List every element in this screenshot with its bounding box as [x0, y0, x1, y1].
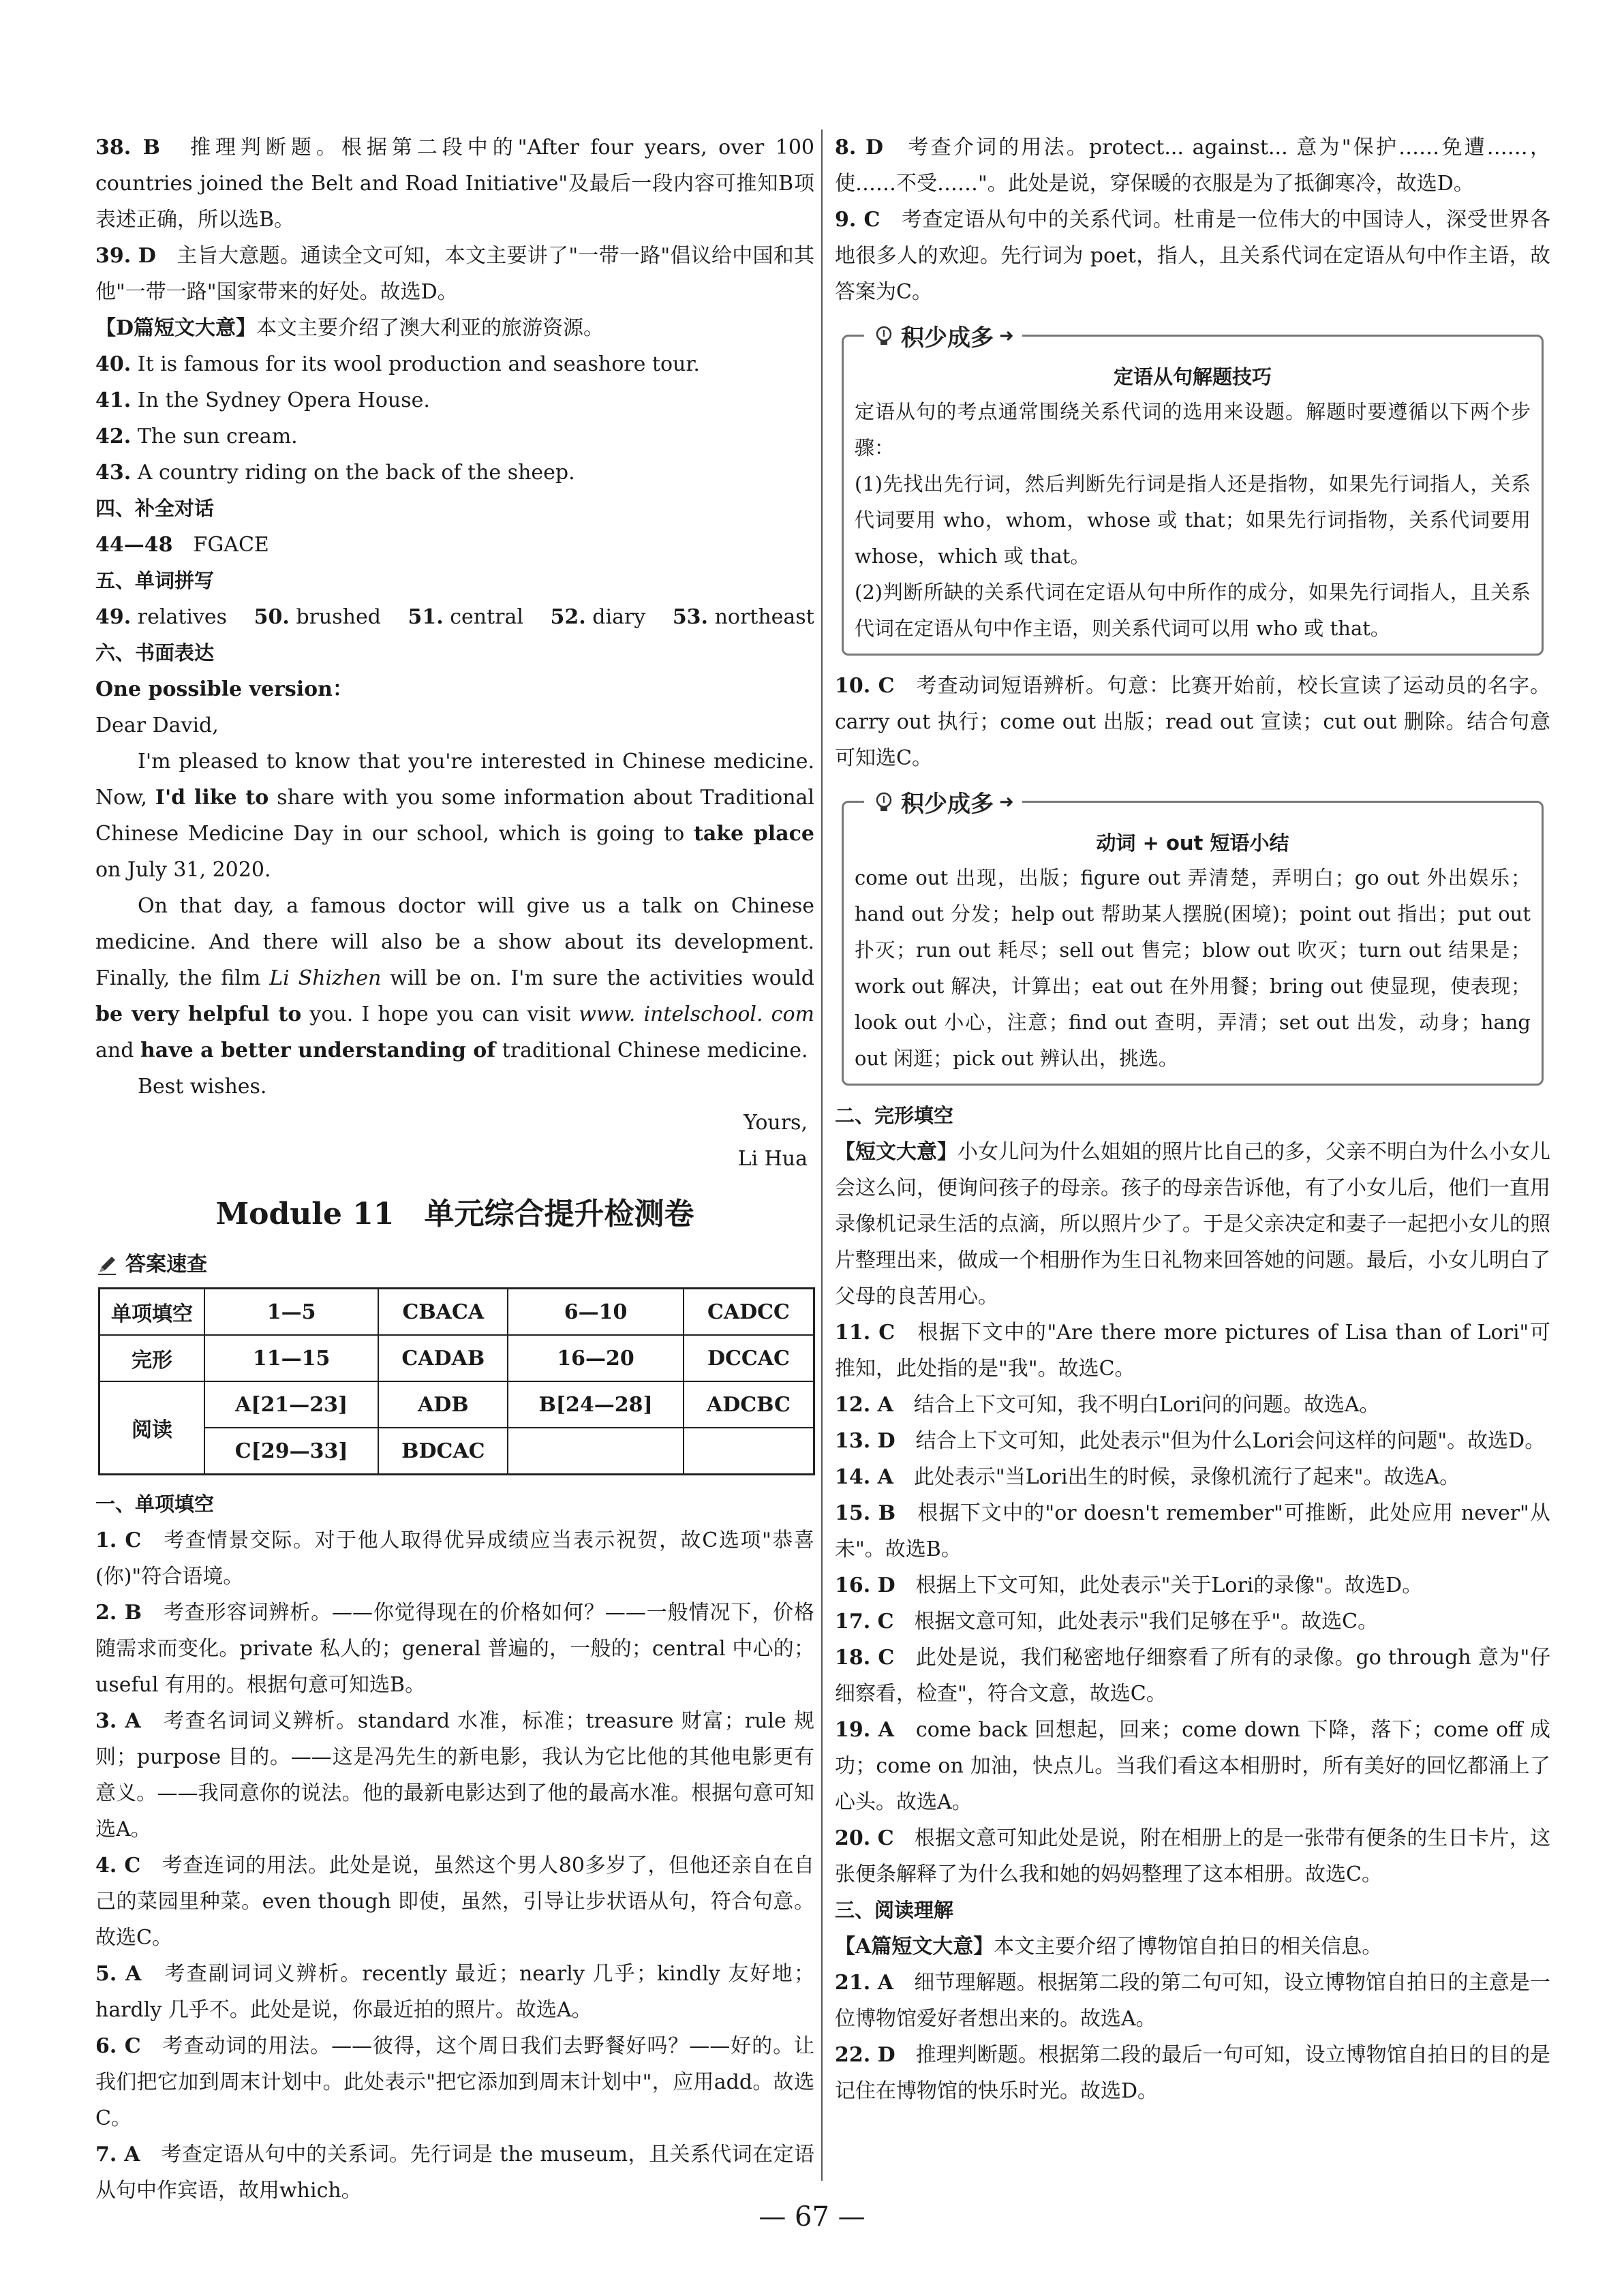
tip-title: 动词 + out 短语小结	[1096, 831, 1289, 855]
answer-41: 41. In the Sydney Opera House.	[95, 388, 430, 412]
answer-11: 11. C 根据下文中的"Are there more pictures of Lisa than of Lori"可推知，此处指的是"我"。故选C。	[835, 1321, 1551, 1381]
lightbulb-icon	[872, 324, 895, 348]
passage-d-summary: 【D篇短文大意】本文主要介绍了澳大利亚的旅游资源。	[95, 316, 604, 340]
answer-19: 19. A come back 回想起，回来；come down 下降，落下；come off 成功；come on 加油，快点儿。当我们看这本相册时，所有美好的回忆都涌上了心头。故选A。	[835, 1718, 1551, 1814]
table-row: 完形 11—15 CADAB 16—20 DCCAC	[99, 1335, 814, 1381]
answer-9: 9. C 考查定语从句中的关系代词。杜甫是一位伟大的中国诗人，深受世界各地很多人的欢迎。先行词为 poet，指人，且关系代词在定语从句中作主语，故答案为C。	[835, 208, 1551, 304]
answer-5: 5. A 考查副词词义辨析。recently 最近；nearly 几乎；kindly 友好地；hardly 几乎不。此处是说，你最近拍的照片。故选A。	[95, 1962, 814, 2022]
tip-paragraph: 定语从句的考点通常围绕关系代词的选用来设题。解题时要遵循以下两个步骤：	[855, 400, 1531, 459]
letter-greeting: Dear David,	[95, 714, 219, 737]
answer-quick-check-heading: 答案速查	[95, 1248, 814, 1282]
page-number: — 67 —	[759, 2201, 865, 2233]
answer-15: 15. B 根据下文中的"or doesn't remember"可推断，此处应用 never"从未"。故选B。	[835, 1501, 1551, 1561]
letter-paragraph-1: I'm pleased to know that you're interested in Chinese medicine. Now, I'd like to share with you some information about Traditional Chinese Medicine Day in our school, which is going to take place on July 31, 2020.	[95, 750, 814, 882]
answer-1: 1. C 考查情景交际。对于他人取得优异成绩应当表示祝贺，故C选项"恭喜(你)"符合语境。	[95, 1529, 814, 1589]
section-heading-single-choice: 一、单项填空	[95, 1492, 215, 1516]
version-label: One possible version：	[95, 677, 353, 701]
passage-a-summary: 【A篇短文大意】本文主要介绍了博物馆自拍日的相关信息。	[835, 1935, 1383, 1959]
answer-43: 43. A country riding on the back of the sheep.	[95, 461, 575, 485]
answer-13: 13. D 结合上下文可知，此处表示"但为什么Lori会问这样的问题"。故选D。	[835, 1429, 1546, 1453]
letter-paragraph-2: On that day, a famous doctor will give us a talk on Chinese medicine. And there will also be a show about its development. Finally, the film Li Shizhen will be on. I'm sure the activities would be very helpful to you. I hope you can visit www. intelschool. com and have a better understanding of traditional Chinese medicine.	[95, 894, 814, 1062]
letter-signature: Li Hua	[737, 1147, 808, 1171]
answer-12: 12. A 结合上下文可知，我不明白Lori问的问题。故选A。	[835, 1393, 1380, 1417]
answer-39: 39. D 主旨大意题。通读全文可知，本文主要讲了"一带一路"倡议给中国和其他"一带一路"国家带来的好处。故选D。	[95, 244, 814, 304]
tip-box-relative-clause	[842, 324, 1544, 656]
tip-box-header: 积少成多 ➜	[864, 319, 1022, 352]
letter-yours: Yours,	[744, 1111, 808, 1135]
answer-10: 10. C 考查动词短语辨析。句意：比赛开始前，校长宣读了运动员的名字。carry out 执行；come out 出版；read out 宣读；cut out 删除。结合句意可知选C。	[835, 674, 1551, 770]
answer-21: 21. A 细节理解题。根据第二段的第二句可知，设立博物馆自拍日的主意是一位博物馆爱好者想出来的。故选A。	[835, 1971, 1551, 2031]
lightbulb-icon	[872, 791, 895, 814]
left-column	[95, 129, 814, 2209]
tip-box-phrasal-verbs	[842, 791, 1544, 1086]
answer-16: 16. D 根据上下文可知，此处表示"关于Lori的录像"。故选D。	[835, 1574, 1423, 1597]
answer-table	[98, 1287, 815, 1475]
table-row: 单项填空 1—5 CBACA 6—10 CADCC	[99, 1289, 814, 1336]
arrow-icon: ➜	[999, 325, 1014, 346]
answer-20: 20. C 根据文意可知此处是说，附在相册上的是一张带有便条的生日卡片，这张便条解释了为什么我和她的妈妈整理了这本相册。故选C。	[835, 1826, 1551, 1886]
answer-42: 42. The sun cream.	[95, 425, 298, 448]
letter-closing: Best wishes.	[138, 1075, 267, 1099]
section-heading-dialogue: 四、补全对话	[95, 497, 215, 520]
cloze-summary: 【短文大意】小女儿问为什么姐姐的照片比自己的多，父亲不明白为什么小女儿会这么问，便询问孩子的母亲。孩子的母亲告诉他，有了小女儿后，他们一直用录像机记录生活的点滴，所以照片少了。于是父亲决定和妻子一起把小女儿的照片整理出来，做成一个相册作为生日礼物来回答她的问题。最后，小女儿明白了父母的良苦用心。	[835, 1140, 1550, 1308]
answer-40: 40. It is famous for its wool production and seashore tour.	[95, 352, 700, 376]
arrow-icon: ➜	[999, 791, 1014, 812]
answer-6: 6. C 考查动词的用法。——彼得，这个周日我们去野餐好吗？——好的。让我们把它加到周末计划中。此处表示"把它添加到周末计划中"，应用add。故选C。	[95, 2034, 815, 2130]
answer-7: 7. A 考查定语从句中的关系词。先行词是 the museum，且关系代词在定语从句中作宾语，故用which。	[95, 2143, 815, 2203]
answer-3: 3. A 考查名词词义辨析。standard 水准，标准；treasure 财富；rule 规则；purpose 目的。——这是冯先生的新电影，我认为它比他的其他电影更有意义。——我同意你的说法。他的最新电影达到了他的最高水准。根据句意可知选A。	[95, 1709, 814, 1841]
table-row: 阅读 A[21—23] ADB B[24—28] ADCBC	[99, 1381, 814, 1428]
answer-17: 17. C 根据文意可知，此处表示"我们足够在乎"。故选C。	[835, 1610, 1379, 1634]
section-heading-spelling: 五、单词拼写	[95, 569, 215, 592]
tip-title: 定语从句解题技巧	[1113, 365, 1272, 388]
tip-paragraph: (1)先找出先行词，然后判断先行词是指人还是指物，如果先行词指人，关系代词要用 who，whom，whose 或 that；如果先行词指物，关系代词要用 whose，which 或 that。	[855, 472, 1531, 568]
table-row: C[29—33] BDCAC	[99, 1428, 814, 1475]
section-heading-writing: 六、书面表达	[95, 641, 215, 664]
answer-44-48: 44—48 FGACE	[95, 533, 269, 557]
answer-38: 38. B 推理判断题。根据第二段中的"After four years, over 100 countries joined the Belt and Road Initiative"及最后一段内容可推知B项表述正确，所以选B。	[95, 136, 815, 232]
answer-18: 18. C 此处是说，我们秘密地仔细察看了所有的录像。go through 意为"仔细察看，检查"，符合文意，故选C。	[835, 1646, 1550, 1706]
right-column	[835, 129, 1550, 2109]
answer-8: 8. D 考查介词的用法。protect... against... 意为"保护……免遭……，使……不受……"。此处是说，穿保暖的衣服是为了抵御寒冷，故选D。	[835, 136, 1550, 196]
tip-paragraph: come out 出现，出版；figure out 弄清楚，弄明白；go out 外出娱乐；hand out 分发；help out 帮助某人摆脱(困境)；point out 指出；put out 扑灭；run out 耗尽；sell out 售完；blow out 吹灭；turn out 结果是；work out 解决，计算出；eat out 在外用餐；bring out 使显现，使表现；look out 小心，注意；find out 查明，弄清；set out 出发，动身；hang out 闲逛；pick out 辨认出，挑选。	[855, 866, 1531, 1070]
answer-14: 14. A 此处表示"当Lori出生的时候，录像机流行了起来"。故选A。	[835, 1465, 1460, 1489]
answer-2: 2. B 考查形容词辨析。——你觉得现在的价格如何？——一般情况下，价格随需求而变化。private 私人的；general 普遍的，一般的；central 中心的；useful 有用的。根据句意可知选B。	[95, 1601, 815, 1697]
column-divider	[821, 129, 823, 2181]
section-heading-reading: 三、阅读理解	[835, 1899, 954, 1922]
answer-4: 4. C 考查连词的用法。此处是说，虽然这个男人80多岁了，但他还亲自在自己的菜园里种菜。even though 即使，虽然，引导让步状语从句，符合句意。故选C。	[95, 1854, 814, 1950]
section-heading-cloze: 二、完形填空	[835, 1104, 954, 1127]
pencil-icon	[95, 1253, 119, 1276]
answer-22: 22. D 推理判断题。根据第二段的最后一句可知，设立博物馆自拍日的目的是记住在博物馆的快乐时光。故选D。	[835, 2043, 1551, 2103]
module-title: Module 11 单元综合提升检测卷	[215, 1197, 694, 1231]
spelling-answers: 49. relatives 50. brushed 51. central 52. diary 53. northeast	[95, 605, 814, 629]
tip-box-header: 积少成多 ➜	[864, 785, 1022, 818]
tip-paragraph: (2)判断所缺的关系代词在定语从句中所作的成分，如果先行词指人，且关系代词在定语从句中作主语，则关系代词可以用 who 或 that。	[855, 581, 1531, 640]
